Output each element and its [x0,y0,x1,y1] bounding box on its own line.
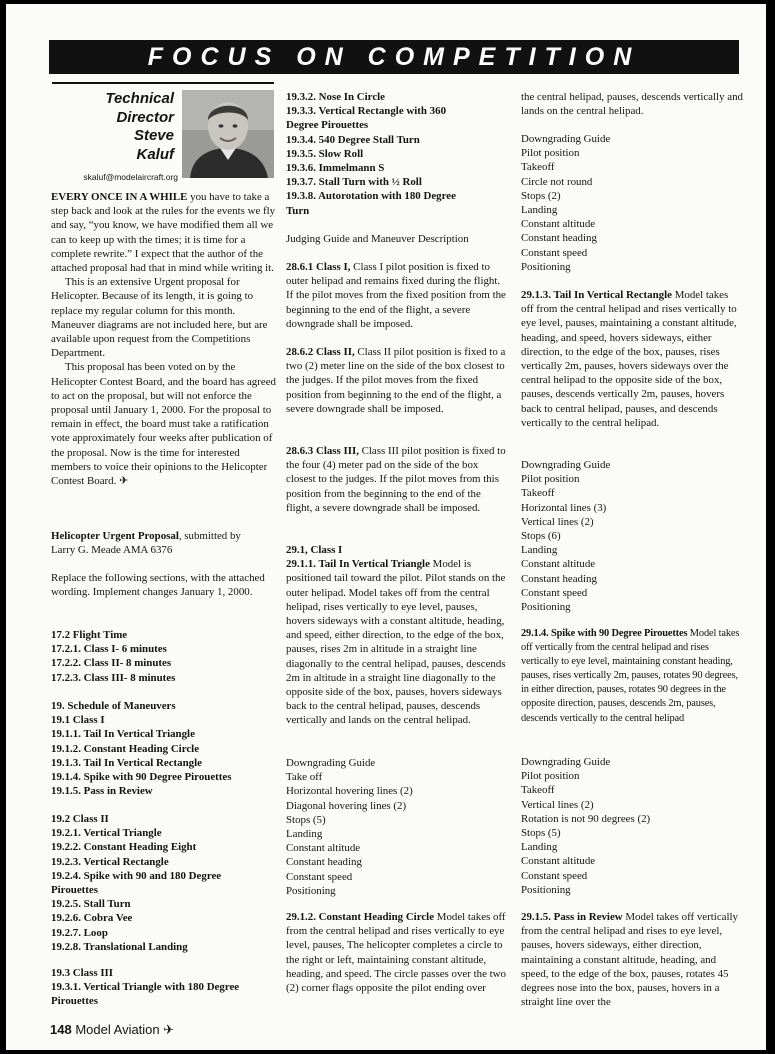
list-item: Constant speed [521,246,588,259]
proposal-author: Larry G. Meade AMA 6376 [51,544,173,557]
downgrading-guide-2 [521,132,743,274]
list-item: 19.2.3. Vertical Rectangle [51,855,169,868]
magazine-page [6,4,766,1050]
list-item: Constant speed [521,586,588,599]
list-item: Pilot position [521,770,580,783]
maneuver-4 [521,627,743,726]
list-item: 17.2.1. Class I- 6 minutes [51,643,167,656]
list-item: 17.2.3. Class III- 8 minutes [51,671,176,684]
list-item: 19.2.1. Vertical Triangle [51,827,162,840]
list-item: Constant heading [521,232,597,245]
list-item: Constant speed [286,870,353,883]
list-item: Stops (5) [521,827,561,840]
list-item: Positioning [286,884,336,897]
list-item: 19.3.2. Nose In Circle [286,91,386,103]
maneuver-3 [521,288,743,430]
list-item: Degree Pirouettes [286,119,369,132]
list-item: 19.1.2. Constant Heading Circle [51,742,200,755]
list-item: 19.1 Class I [51,714,105,727]
maneuver-head: 29.1.2. Constant Heading Circle [286,911,435,923]
class-2-rule [286,345,508,416]
class-3-list [51,966,281,1009]
list-item: Pirouettes [51,995,98,1008]
list-item: 19.3.3. Vertical Rectangle with 360 [286,105,447,118]
list-item: Downgrading Guide [521,133,611,145]
list-item: Horizontal hovering lines (2) [286,785,413,798]
intro-paragraph-2: This is an extensive Urgent proposal for Helicopter. Because of its length, it is going to replace my regular column for this month. Maneuver diagrams are not included here, but are available upon request from the Competitions Department. [51,276,268,360]
list-item: 19.2.2. Constant Heading Eight [51,841,197,854]
list-item: Takeoff [521,784,555,797]
class-3-rule [286,444,508,515]
maneuver-text: Model is positioned tail toward the pilot. Pilot stands on the outer helipad. Model takes off from the central helipad, rises vertically to eye level, pauses, hovers sideways with a constant altitude, heading, and speed, either direction, to the edge of the box, pauses, rises 2m in altitude in a straight line diagonally to the central helipad, pauses, descends 2m in altitude in a straight line diagonally to the opposite side of the box, pauses, hovers sideways back to the central helipad, pauses, descends vertically and lands on the central helipad. [286,558,506,727]
list-item: Pilot position [521,147,580,160]
list-item: Vertical lines (2) [521,515,594,528]
author-line: Technical [105,90,174,107]
maneuver-text: Model takes off vertically from the central helipad and rises vertically to eye level, maintaining constant heading, pauses, rises vertically 2m, pauses, rotates 90 degrees, in either direction, pauses, rotates 90 degrees in the opposite direction, pauses, descends 2m, pauses, descends vertically to the central helipad [521,628,740,724]
list-item: 19.3.7. Stall Turn with ½ Roll [286,176,422,189]
list-item: 17.2 Flight Time [51,629,128,641]
list-item: Downgrading Guide [286,757,376,769]
list-item: Constant speed [521,869,588,882]
intro-text: you have to take a step back and look at the rules for the events we fly and say, “you know, we have modified them all we can to keep up with the times; it is time for a complete rewrite.” I expect that the author of the attached proposal had that in mind while writing it. [51,191,276,275]
list-item: Positioning [521,601,571,614]
list-item: 19.2.5. Stall Turn [51,898,131,911]
maneuver-head: 29.1.1. Tail In Vertical Triangle [286,558,430,571]
list-item: Landing [521,204,558,217]
author-line: Steve [133,127,174,144]
rule-head: 28.6.1 Class I, [286,261,351,273]
list-item: 19.2 Class II [51,813,109,825]
rule-text: Class II pilot position is fixed to a two (2) meter line on the side of the box closest to the judges. If the pilot moves from the fixed position from beginning to the end of the flight, a severe downgrade shall be imposed. [286,346,506,415]
proposal-title: Helicopter Urgent Proposal [51,530,179,542]
list-item: Stops (2) [521,189,561,202]
downgrading-guide-3 [521,458,743,614]
maneuver-head: 29.1.5. Pass in Review [521,911,623,923]
schedule-list [51,699,281,798]
maneuver-1 [286,543,508,728]
list-item: Constant heading [521,572,597,585]
list-item: 19.1.5. Pass in Review [51,785,153,798]
list-item: Constant altitude [521,218,596,231]
list-item: Takeoff [521,487,555,500]
maneuver-2 [286,910,508,995]
list-item: 17.2.2. Class II- 8 minutes [51,657,172,670]
list-item: Landing [286,828,323,841]
list-item: Takeoff [521,161,555,174]
list-item: Downgrading Guide [521,756,611,768]
list-item: Downgrading Guide [521,459,611,471]
list-item: Stops (5) [286,813,326,826]
list-item: 19.3.1. Vertical Triangle with 180 Degree [51,981,240,994]
rule-text: Class I pilot position is fixed to outer helipad and remains fixed during the flight. If the pilot moves from the fixed position from the beginning to the end of the flight, a severe downgrade shall be imposed. [286,261,506,330]
proposal-by: , submitted by [178,530,241,542]
list-item: Take off [286,771,323,784]
list-item: Landing [521,841,558,854]
list-item: 19.1.3. Tail In Vertical Rectangle [51,756,202,769]
section-banner: FOCUS ON COMPETITION [49,40,739,74]
list-item: 19. Schedule of Maneuvers [51,700,176,712]
list-item: 19.1.4. Spike with 90 Degree Pirouettes [51,771,232,784]
maneuver-text: Model takes off vertically from the central helipad and rises to eye level, pauses, hovers sideways, either direction, maintaining a constant altitude, heading, and speed, to the edge of the box, pauses, rotates 45 degrees nose into the box, pauses, hovers in a straight line over the [521,911,738,1009]
class-1-rule [286,260,508,331]
list-item: 19.3.4. 540 Degree Stall Turn [286,133,420,146]
judging-heading: Judging Guide and Maneuver Description [286,233,469,245]
rule-text: Class III pilot position is fixed to the four (4) meter pad on the side of the box closest to the judges. If the pilot moves from this position from the beginning to the end of the flight, a severe downgrade shall be imposed. [286,445,506,514]
list-item: Horizontal lines (3) [521,501,607,514]
end-mark-icon: ✈ [119,475,129,488]
list-item: 19.3.5. Slow Roll [286,147,364,160]
flight-time-list [51,628,281,685]
page-number: 148 [50,1022,72,1037]
list-item: 19.3.6. Immelmann S [286,162,385,175]
list-item: 19.3.8. Autorotation with 180 Degree [286,190,456,203]
list-item: Constant heading [286,856,362,869]
intro-block [51,190,277,488]
rule-head: 28.6.2 Class II, [286,346,355,358]
intro-lead: EVERY ONCE IN A WHILE [51,191,188,203]
list-item: Turn [286,204,310,217]
list-item: Pirouettes [51,884,98,897]
replace-text: Replace the following sections, with the attached wording. Implement changes January 1, 2000. [51,572,265,599]
author-title [52,90,174,164]
maneuver-head: 29.1.4. Spike with 90 Degree Pirouettes [521,628,688,639]
list-item: Pilot position [521,473,580,486]
list-item: Constant altitude [521,855,596,868]
maneuver-text: Model takes off from the central helipad and rises vertically to eye level, pauses, maintaining a constant altitude, heading, and speed, hovers sideways, either direction, to the edge of the box, pauses, rises vertically 2m, pauses, hovers sideways over the central helipad to the opposite side of the box, pauses, descends vertically 2m, pauses, hovers back to central helipad, pauses, and descends vertically to the central helipad. [521,289,737,429]
author-box [52,82,274,188]
list-item: 19.3 Class III [51,967,114,979]
class-2-list [51,812,281,954]
plane-icon: ✈ [163,1022,175,1037]
list-item: 19.2.6. Cobra Vee [51,912,133,925]
maneuver-text: Model takes off from the central helipad and rises vertically to eye level, pauses, The helicopter completes a circle to the right or left, maintaining constant altitude, heading, and speed. The circle passes over the two (2) corner flags opposite the pilot ending over [286,911,506,995]
page-footer [50,1022,174,1038]
rule-head: 28.6.3 Class III, [286,445,359,457]
downgrading-guide-1 [286,756,508,898]
maneuver-head: 29.1.3. Tail In Vertical Rectangle [521,289,672,301]
downgrading-guide-4 [521,755,743,897]
list-item: Rotation is not 90 degrees (2) [521,812,651,825]
class-3-continued [286,90,511,218]
list-item: Diagonal hovering lines (2) [286,799,407,812]
list-item: Circle not round [521,175,593,188]
proposal-byline [51,529,277,557]
list-item: Positioning [521,260,571,273]
author-email: skaluf@modelaircraft.org [83,172,178,182]
list-item: Constant altitude [521,558,596,571]
list-item: 19.2.7. Loop [51,926,108,939]
list-item: Landing [521,544,558,557]
list-item: 19.2.8. Translational Landing [51,940,188,953]
maneuver-2-continued: the central helipad, pauses, descends vertically and lands on the central helipad. [521,91,743,118]
maneuver-5 [521,910,743,1009]
list-item: Constant altitude [286,842,361,855]
class-1-heading: 29.1, Class I [286,544,343,556]
author-line: Kaluf [136,145,174,163]
list-item: 19.1.1. Tail In Vertical Triangle [51,728,195,741]
magazine-name: Model Aviation [75,1022,160,1037]
author-line: Director [116,108,174,126]
list-item: Stops (6) [521,530,561,543]
list-item: Vertical lines (2) [521,798,594,811]
intro-paragraph-3: This proposal has been voted on by the Helicopter Contest Board, and the board has agreed to act on the proposal, but will not enforce the proposal until January 1, 2000. For the proposal to remain in effect, the board must take a ratification vote approximately four weeks after publication of the proposal. Now is the time for interested members to voice their opinions to the Helicopter Contest Board. [51,361,276,488]
list-item: Positioning [521,883,571,896]
list-item: 19.2.4. Spike with 90 and 180 Degree [51,869,222,882]
author-photo [182,90,274,178]
